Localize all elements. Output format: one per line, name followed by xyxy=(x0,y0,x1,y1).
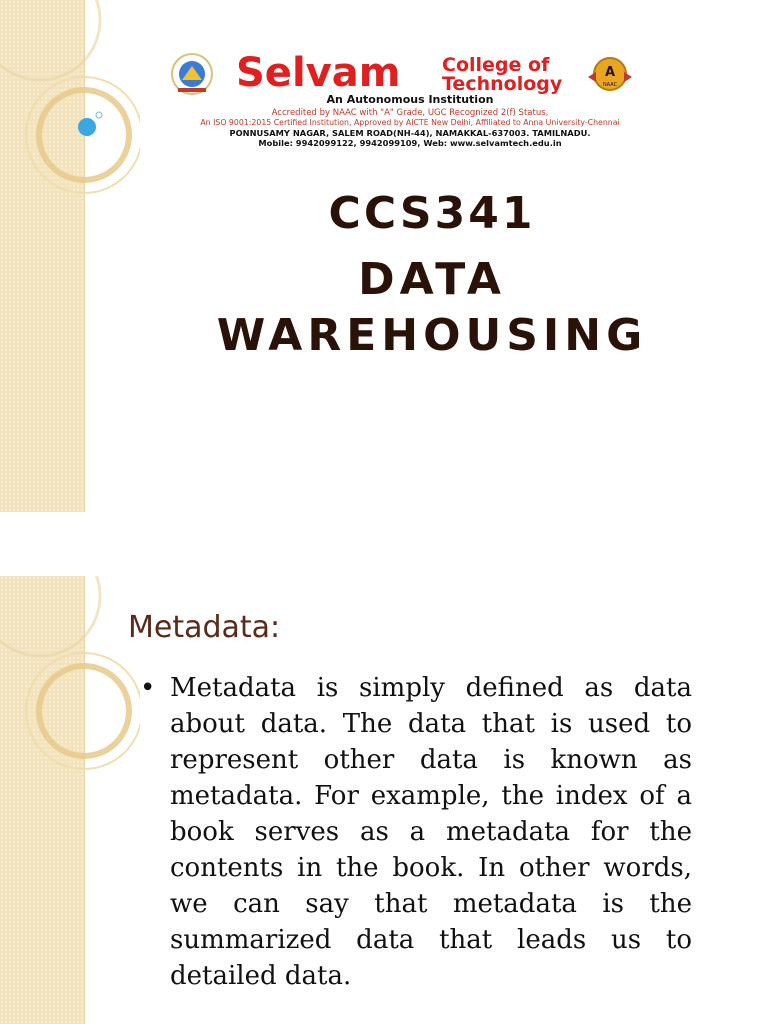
bullet-list xyxy=(140,670,692,994)
logo-tagline: An Autonomous Institution xyxy=(326,93,494,106)
college-emblem-icon xyxy=(172,54,212,94)
content-heading: Metadata: xyxy=(128,610,281,645)
logo-certification: An ISO 9001:2015 Certified Institution, Approved by AICTE New Delhi, Affiliated to Anna University-Chennai xyxy=(200,118,620,127)
logo-accreditation: Accredited by NAAC with "A" Grade, UGC Recognized 2(f) Status, xyxy=(271,108,549,118)
logo-contact: Mobile: 9942099122, 9942099109, Web: www.selvamtech.edu.in xyxy=(258,138,562,148)
logo-brand-suffix-1: College of xyxy=(442,54,550,76)
naac-badge-icon xyxy=(588,58,632,90)
logo-address: PONNUSAMY NAGAR, SALEM ROAD(NH-44), NAMAKKAL-637003. TAMILNADU. xyxy=(229,128,591,138)
college-logo xyxy=(120,44,700,148)
bullet-text: Metadata is simply defined as data about data. The data that is used to represent other data is known as metadata. For example, the index of a book serves as a metadata for the contents in the book. In other words, we can say that metadata is the summarized data that leads us to detailed data. xyxy=(170,673,692,991)
slide-gap xyxy=(0,512,768,576)
blue-dot-icon xyxy=(78,118,96,136)
content-slide xyxy=(0,576,768,1024)
logo-brand: Selvam xyxy=(236,50,401,96)
decorative-rings xyxy=(0,576,140,806)
logo-brand-suffix-2: Technology xyxy=(442,73,563,95)
svg-text:A: A xyxy=(604,65,616,80)
course-code: CCS341 xyxy=(328,188,536,239)
course-name-line-1: DATA xyxy=(358,254,506,305)
course-name xyxy=(96,252,768,364)
bullet-item xyxy=(140,670,692,994)
svg-text:NAAC: NAAC xyxy=(602,82,618,88)
course-name-line-2: WAREHOUSING xyxy=(216,310,648,361)
bullet-dot-icon: • xyxy=(140,673,156,703)
